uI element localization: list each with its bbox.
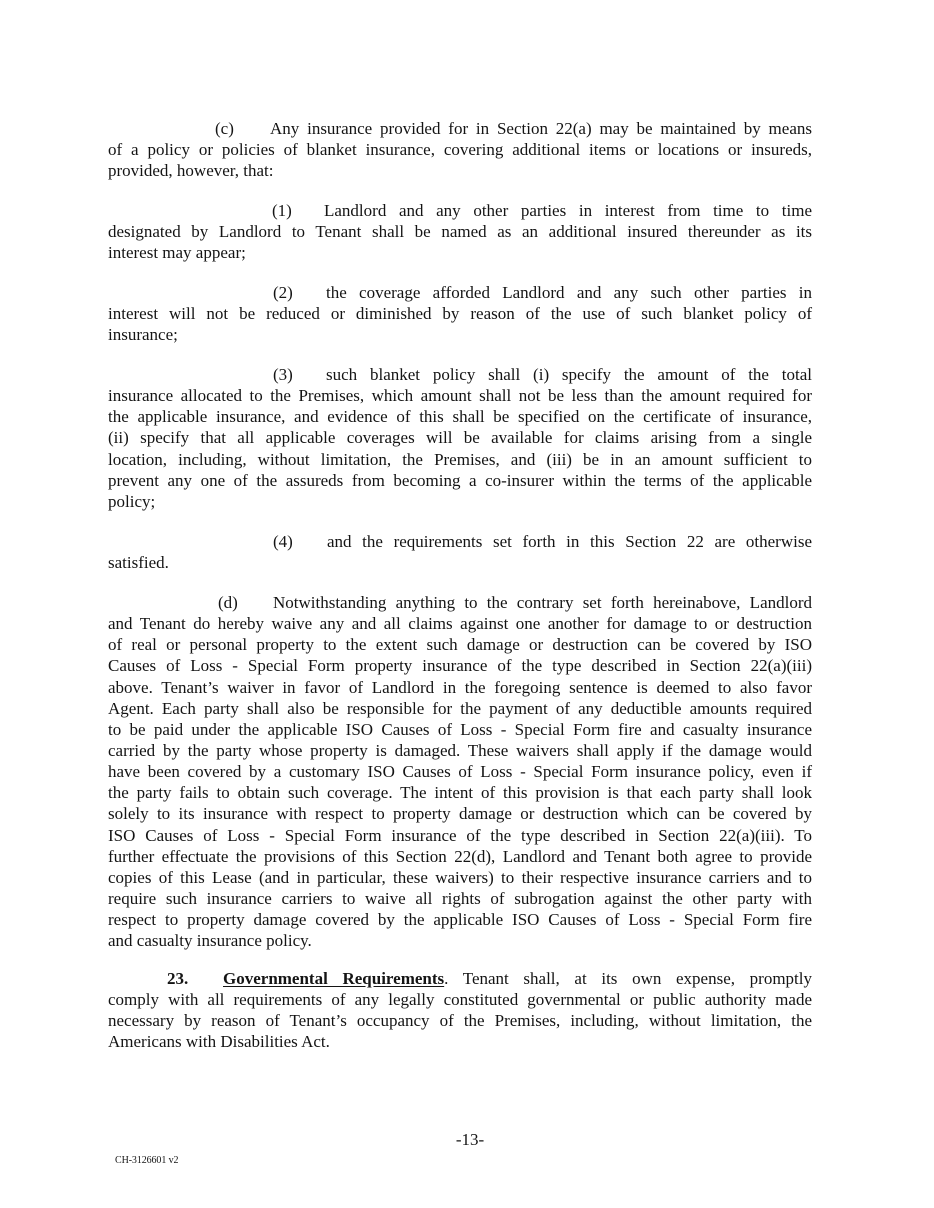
text-line: of a policy or policies of blanket insurance, covering additional items or locations or insureds, [108, 140, 812, 160]
text-line: Americans with Disabilities Act. [108, 1032, 330, 1052]
text-line: insurance; [108, 325, 178, 345]
text-line: (ii) specify that all applicable coverages will be available for claims arising from a single [108, 428, 812, 448]
line-text: Any insurance provided for in Section 22(a) may be maintained by means [270, 119, 812, 138]
text-line [108, 531, 812, 552]
line-text: . Tenant shall, at its own expense, promptly [444, 969, 812, 988]
line-text: Landlord and any other parties in interest from time to time [324, 201, 812, 220]
text-line [108, 364, 812, 385]
text-line: satisfied. [108, 553, 169, 573]
paragraph-label: (d) [218, 593, 238, 612]
paragraph-label: (2) [273, 283, 293, 302]
paragraph-2 [108, 282, 812, 345]
text-line: have been covered by a customary ISO Causes of Loss - Special Form insurance policy, even if [108, 762, 812, 782]
text-line: to be paid under the applicable ISO Causes of Loss - Special Form fire and casualty insurance [108, 719, 812, 739]
text-line: location, including, without limitation, the Premises, and (iii) be in an amount sufficient to [108, 449, 812, 469]
text-line: further effectuate the provisions of this Section 22(d), Landlord and Tenant both agree to provide [108, 846, 812, 866]
paragraph-3 [108, 364, 812, 512]
text-line: the applicable insurance, and evidence of this shall be specified on the certificate of insurance, [108, 407, 812, 427]
text-line: solely to its insurance with respect to property damage or destruction which can be covered by [108, 804, 812, 824]
text-line: ISO Causes of Loss - Special Form insurance of the type described in Section 22(a)(iii). To [108, 825, 812, 845]
text-line: respect to property damage covered by the applicable ISO Causes of Loss - Special Form fire [108, 910, 812, 930]
text-line [108, 118, 812, 139]
paragraph-label: (1) [272, 201, 292, 220]
text-line: and casualty insurance policy. [108, 931, 312, 951]
line-text: and the requirements set forth in this Section 22 are otherwise [327, 532, 812, 551]
page-number: -13- [455, 1130, 485, 1149]
text-line: prevent any one of the assureds from becoming a co-insurer within the terms of the applicable [108, 470, 812, 490]
paragraph-c [108, 118, 812, 181]
text-line: designated by Landlord to Tenant shall be named as an additional insured thereunder as its [108, 222, 812, 242]
text-line: of real or personal property to the extent such damage or destruction can be covered by ISO [108, 635, 812, 655]
text-line: provided, however, that: [108, 161, 274, 181]
paragraph-d [108, 592, 812, 951]
text-line: Agent. Each party shall also be responsible for the payment of any deductible amounts required [108, 698, 812, 718]
text-line: above. Tenant’s waiver in favor of Landlord in the foregoing sentence is deemed to also favor [108, 677, 812, 697]
text-line: carried by the party whose property is damaged. These waivers shall apply if the damage would [108, 740, 812, 760]
text-line: and Tenant do hereby waive any and all claims against one another for damage to or destruction [108, 614, 812, 634]
text-line [108, 968, 812, 989]
text-line: interest will not be reduced or diminished by reason of the use of such blanket policy of [108, 304, 812, 324]
document-id: CH-3126601 v2 [115, 1155, 179, 1166]
text-line [108, 592, 812, 613]
text-line: require such insurance carriers to waive all rights of subrogation against the other party with [108, 888, 812, 908]
section-heading: Governmental Requirements [223, 969, 445, 988]
paragraph-label: (4) [273, 532, 293, 551]
section-number: 23. [167, 969, 189, 988]
line-text: Notwithstanding anything to the contrary set forth hereinabove, Landlord [273, 593, 812, 612]
text-line: comply with all requirements of any legally constituted governmental or public authority made [108, 990, 812, 1010]
text-line: interest may appear; [108, 243, 246, 263]
text-line: Causes of Loss - Special Form property insurance of the type described in Section 22(a)(iii) [108, 656, 812, 676]
paragraph-4 [108, 531, 812, 573]
text-line: insurance allocated to the Premises, which amount shall not be less than the amount required for [108, 386, 812, 406]
text-line: policy; [108, 491, 156, 511]
text-line [108, 282, 812, 303]
paragraph-label: (3) [273, 365, 293, 384]
paragraph-label: (c) [215, 119, 234, 138]
text-line: the party fails to obtain such coverage. The intent of this provision is that each party shall look [108, 783, 812, 803]
paragraph-1 [108, 200, 812, 263]
text-line [108, 200, 812, 221]
text-line: copies of this Lease (and in particular, these waivers) to their respective insurance carriers and to [108, 867, 812, 887]
text-line: necessary by reason of Tenant’s occupancy of the Premises, including, without limitation, the [108, 1011, 812, 1031]
line-text: such blanket policy shall (i) specify the amount of the total [326, 365, 812, 384]
section-23 [108, 968, 812, 1053]
line-text: the coverage afforded Landlord and any such other parties in [326, 283, 812, 302]
